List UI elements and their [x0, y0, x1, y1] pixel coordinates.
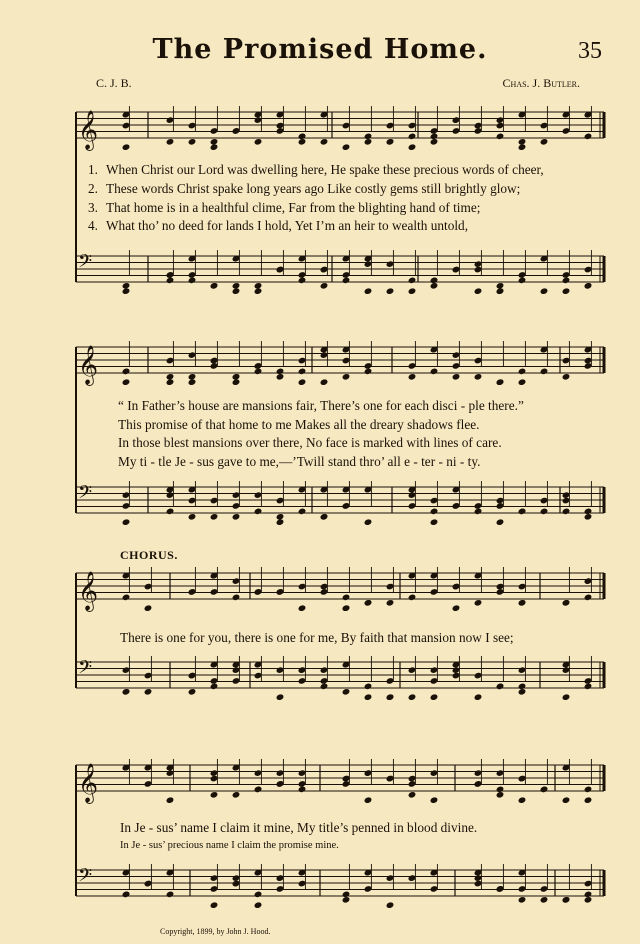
note-head	[364, 693, 373, 701]
note-head	[122, 891, 131, 899]
note-head	[430, 282, 439, 290]
note-head	[540, 896, 549, 904]
note-head	[210, 143, 219, 151]
verse-text: What tho’ no deed for lands I hold, Yet I’m an heir to wealth untold,	[106, 218, 469, 233]
note-head	[584, 891, 593, 899]
note-head	[188, 277, 197, 285]
note-head	[320, 683, 329, 691]
note-head	[298, 378, 307, 386]
note-head	[430, 693, 439, 701]
note-head	[496, 282, 505, 290]
note-head	[188, 373, 197, 381]
treble-clef-icon: 𝄞	[78, 345, 99, 385]
note-head	[518, 796, 527, 804]
note-head	[188, 513, 197, 521]
note-head	[452, 604, 461, 612]
note-head	[122, 287, 131, 295]
note-head	[408, 594, 417, 602]
note-head	[122, 688, 131, 696]
note-head	[496, 378, 505, 386]
note-head	[408, 143, 417, 151]
note-head	[518, 599, 527, 607]
note-head	[408, 133, 417, 141]
bass-clef-icon: 𝄢	[78, 657, 93, 683]
note-head	[232, 378, 241, 386]
note-head	[210, 683, 219, 691]
treble-clef-icon: 𝄞	[78, 571, 99, 611]
note-head	[584, 786, 593, 794]
note-head	[342, 594, 351, 602]
verse1-line-1	[88, 162, 544, 178]
verse-number: 2.	[88, 181, 98, 196]
note-head	[232, 513, 241, 521]
note-head	[254, 282, 263, 290]
note-head	[254, 138, 263, 146]
note-head	[364, 683, 373, 691]
note-head	[210, 282, 219, 290]
note-head	[474, 693, 483, 701]
note-head	[364, 599, 373, 607]
note-head	[518, 378, 527, 386]
note-head	[540, 786, 549, 794]
note-head	[584, 508, 593, 516]
note-head	[408, 373, 417, 381]
note-head	[298, 133, 307, 141]
note-head	[584, 594, 593, 602]
note-head	[254, 901, 263, 909]
note-head	[122, 378, 131, 386]
note-head	[584, 513, 593, 521]
note-head	[540, 368, 549, 376]
note-head	[408, 693, 417, 701]
note-head	[496, 791, 505, 799]
note-head	[540, 287, 549, 295]
note-head	[474, 287, 483, 295]
note-head	[342, 143, 351, 151]
note-head	[496, 518, 505, 526]
note-head	[584, 896, 593, 904]
staff	[76, 256, 604, 282]
note-head	[540, 508, 549, 516]
note-head	[408, 287, 417, 295]
note-head	[474, 599, 483, 607]
note-head	[342, 373, 351, 381]
staff	[76, 662, 604, 688]
chorus-line-2: In Je - sus’ name I claim it mine, My title’s penned in blood divine.	[120, 820, 478, 835]
note-head	[430, 518, 439, 526]
bass-clef-icon: 𝄢	[78, 251, 93, 277]
note-head	[496, 133, 505, 141]
note-head	[232, 282, 241, 290]
note-head	[518, 688, 527, 696]
note-head	[430, 508, 439, 516]
note-head	[562, 287, 571, 295]
note-head	[210, 138, 219, 146]
verse2-line-3: In those blest mansions over there, No face is marked with lines of care.	[118, 435, 502, 450]
note-head	[562, 508, 571, 516]
note-head	[122, 143, 131, 151]
verse1-line-4	[88, 218, 468, 234]
bass-clef-icon: 𝄢	[78, 865, 93, 891]
note-head	[122, 518, 131, 526]
note-head	[276, 518, 285, 526]
note-head	[386, 287, 395, 295]
note-head	[276, 373, 285, 381]
note-head	[430, 133, 439, 141]
note-head	[342, 604, 351, 612]
lyricist-credit: C. J. B.	[96, 76, 132, 90]
note-head	[298, 368, 307, 376]
note-head	[386, 138, 395, 146]
note-head	[474, 373, 483, 381]
note-head	[254, 891, 263, 899]
note-head	[166, 891, 175, 899]
note-head	[364, 368, 373, 376]
note-head	[298, 786, 307, 794]
note-head	[320, 138, 329, 146]
note-head	[210, 791, 219, 799]
note-head	[584, 282, 593, 290]
page-number: 35	[578, 38, 602, 64]
note-head	[408, 791, 417, 799]
note-head	[496, 683, 505, 691]
note-head	[584, 796, 593, 804]
note-head	[254, 786, 263, 794]
note-head	[210, 513, 219, 521]
note-head	[122, 368, 131, 376]
note-head	[144, 604, 153, 612]
note-head	[584, 683, 593, 691]
note-head	[562, 373, 571, 381]
staff	[76, 487, 604, 513]
note-head	[276, 693, 285, 701]
note-head	[518, 683, 527, 691]
note-head	[232, 287, 241, 295]
note-head	[166, 378, 175, 386]
note-head	[166, 373, 175, 381]
note-head	[496, 287, 505, 295]
verse2-line-1: “ In Father’s house are mansions fair, There’s one for each disci - ple there.”	[118, 398, 524, 413]
note-head	[298, 138, 307, 146]
verse-text: When Christ our Lord was dwelling here, He spake these precious words of cheer,	[106, 162, 544, 177]
note-head	[474, 508, 483, 516]
note-head	[540, 138, 549, 146]
note-head	[276, 368, 285, 376]
note-head	[430, 368, 439, 376]
note-head	[254, 287, 263, 295]
note-head	[166, 796, 175, 804]
note-head	[254, 508, 263, 516]
note-head	[386, 901, 395, 909]
note-head	[518, 896, 527, 904]
chorus-line-1: There is one for you, there is one for me, By faith that mansion now I see;	[120, 630, 514, 645]
note-head	[298, 277, 307, 285]
verse-text: These words Christ spake long years ago Like costly gems still brightly glow;	[106, 181, 521, 196]
note-head	[364, 796, 373, 804]
chorus-label: CHORUS.	[120, 548, 178, 562]
note-head	[364, 133, 373, 141]
note-head	[386, 693, 395, 701]
note-head	[562, 796, 571, 804]
treble-clef-icon: 𝄞	[78, 110, 99, 150]
note-head	[298, 604, 307, 612]
note-head	[562, 599, 571, 607]
hymn-title: The Promised Home.	[152, 34, 488, 65]
note-head	[496, 786, 505, 794]
note-head	[232, 594, 241, 602]
note-head	[430, 796, 439, 804]
note-head	[232, 373, 241, 381]
verse-text: That home is in a healthful clime, Far from the blighting hand of time;	[106, 200, 481, 215]
note-head	[430, 277, 439, 285]
note-head	[144, 688, 153, 696]
note-head	[188, 138, 197, 146]
note-head	[518, 508, 527, 516]
note-head	[210, 901, 219, 909]
staff	[76, 347, 604, 373]
note-head	[276, 513, 285, 521]
bass-clef-icon: 𝄢	[78, 482, 93, 508]
chorus-line-3: In Je - sus’ precious name I claim the promise mine.	[120, 840, 339, 851]
note-head	[452, 373, 461, 381]
note-head	[320, 282, 329, 290]
note-head	[342, 891, 351, 899]
note-head	[320, 378, 329, 386]
note-head	[518, 277, 527, 285]
note-head	[298, 508, 307, 516]
note-head	[518, 143, 527, 151]
note-head	[518, 368, 527, 376]
verse2-line-2: This promise of that home to me Makes all the dreary shadows flee.	[118, 417, 480, 432]
note-head	[188, 378, 197, 386]
note-head	[122, 594, 131, 602]
note-head	[232, 791, 241, 799]
note-head	[188, 688, 197, 696]
note-head	[562, 693, 571, 701]
verse-number: 1.	[88, 162, 98, 177]
note-head	[166, 508, 175, 516]
note-head	[254, 368, 263, 376]
note-head	[562, 896, 571, 904]
note-head	[430, 138, 439, 146]
treble-clef-icon: 𝄞	[78, 763, 99, 803]
verse1-line-3	[88, 200, 480, 216]
note-head	[342, 277, 351, 285]
note-head	[408, 277, 417, 285]
verse2-line-4: My ti - tle Je - sus gave to me,—’Twill stand thro’ all e - ter - ni - ty.	[118, 454, 481, 469]
note-head	[584, 133, 593, 141]
note-head	[122, 282, 131, 290]
verse-number: 3.	[88, 200, 98, 215]
note-head	[342, 688, 351, 696]
note-head	[386, 599, 395, 607]
note-head	[364, 518, 373, 526]
note-head	[518, 138, 527, 146]
note-head	[166, 138, 175, 146]
note-head	[562, 277, 571, 285]
copyright-notice: Copyright, 1899, by John J. Hood.	[160, 927, 271, 936]
note-head	[364, 138, 373, 146]
note-head	[364, 287, 373, 295]
note-head	[320, 513, 329, 521]
note-head	[342, 896, 351, 904]
note-head	[166, 277, 175, 285]
verse-number: 4.	[88, 218, 98, 233]
composer-credit: Chas. J. Butler.	[502, 76, 580, 90]
verse1-line-2	[88, 181, 520, 197]
